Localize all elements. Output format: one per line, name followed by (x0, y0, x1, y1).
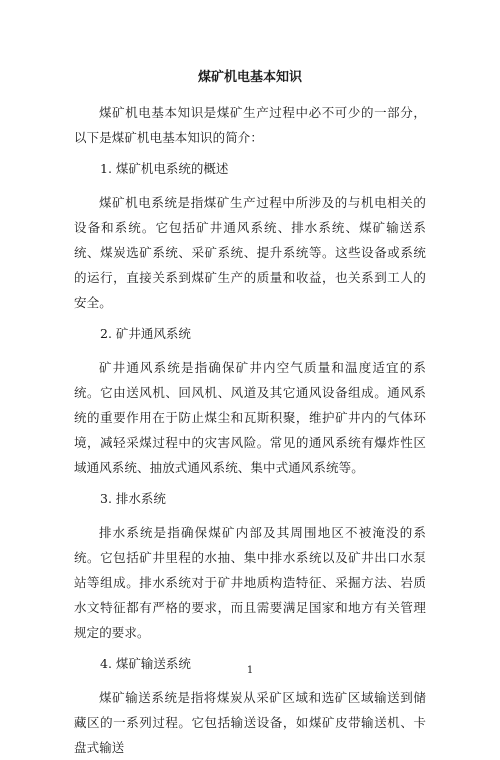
section-heading-2: 2. 矿井通风系统 (100, 326, 191, 341)
section-body-4: 煤矿输送系统是指将煤炭从采矿区域和选矿区域输送到储藏区的一系列过程。它包括输送设备，如煤矿皮带输送机、卡盘式输送 (74, 690, 426, 755)
section-body-2: 矿井通风系统是指确保矿井内空气质量和温度适宜的系统。它由送风机、回风机、风道及其它通风设备组成。通风系统的重要作用在于防止煤尘和瓦斯积聚，维护矿井内的气体环境，减轻采煤过程中的灾害风险。常见的通风系统有爆炸性区域通风系统、抽放式通风系统、集中式通风系统等。 (74, 360, 426, 475)
document-title: 煤矿机电基本知识 (197, 70, 302, 85)
section-body-1: 煤矿机电系统是指煤矿生产过程中所涉及的与机电相关的设备和系统。它包括矿井通风系统、排水系统、煤矿输送系统、煤炭选矿系统、采矿系统、提升系统等。这些设备或系统的运行，直接关系到煤矿生产的质量和收益，也关系到工人的安全。 (74, 195, 426, 310)
page-number: 1 (246, 665, 254, 676)
section-heading-4: 4. 煤矿输送系统 (100, 656, 191, 671)
section-heading-1: 1. 煤矿机电系统的概述 (100, 161, 229, 176)
section-body-3: 排水系统是指确保煤矿内部及其周围地区不被淹没的系统。它包括矿井里程的水抽、集中排水系统以及矿井出口水泵站等组成。排水系统对于矿井地质构造特征、采掘方法、岩质水文特征都有严格的要求，而且需要满足国家和地方有关管理规定的要求。 (74, 525, 426, 640)
section-heading-3: 3. 排水系统 (100, 491, 166, 506)
intro-paragraph: 煤矿机电基本知识是煤矿生产过程中必不可少的一部分，以下是煤矿机电基本知识的简介： (74, 105, 426, 145)
